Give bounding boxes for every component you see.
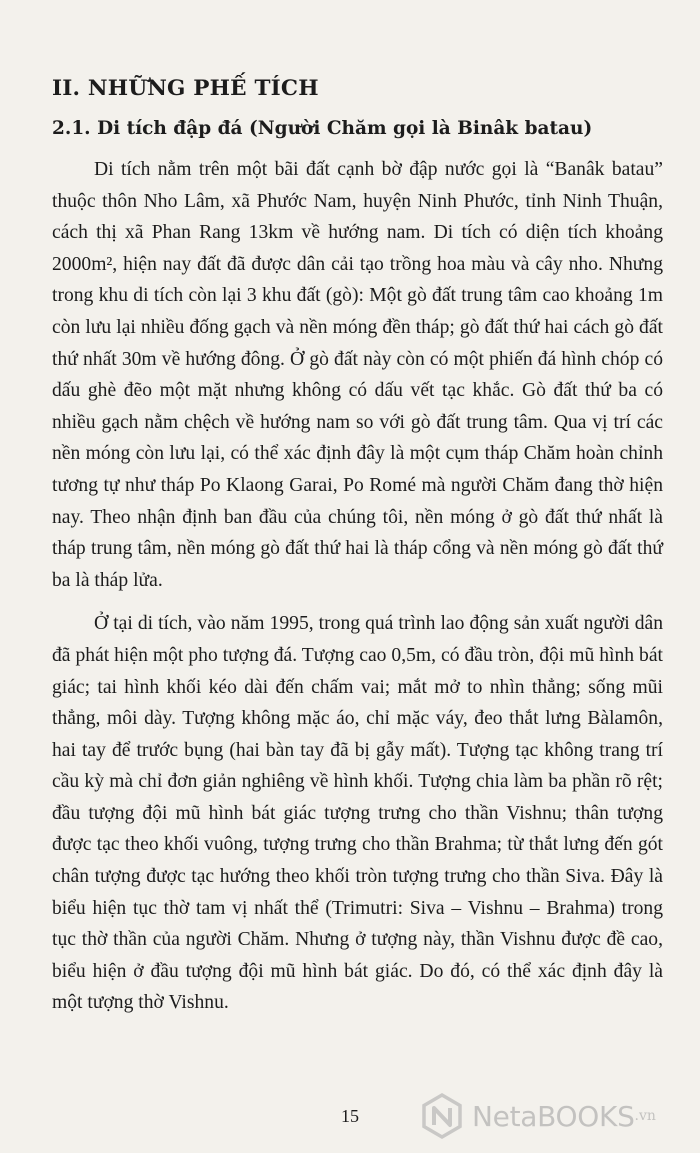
paragraph-1: Di tích nằm trên một bãi đất cạnh bờ đập nước gọi là “Banâk batau” thuộc thôn Nho Lâm, xã Phước Nam, huyện Ninh Phước, tỉnh Ninh Thuận, cách thị xã Phan Rang 13km về hướng nam. Di tích có diện tích khoảng 2000m², hiện nay đất đã được dân cải tạo trồng hoa màu và cây nho. Nhưng trong khu di tích còn lại 3 khu đất (gò): Một gò đất trung tâm cao khoảng 1m còn lưu lại nhiều đống gạch và nền móng đền tháp; gò đất thứ hai cách gò đất thứ nhất 30m về hướng đông. Ở gò đất này còn có một phiến đá hình chóp có dấu ghè đẽo một mặt nhưng không có dấu vết tạc khắc. Gò đất thứ ba có nhiều gạch nằm chệch về hướng nam so với gò đất trung tâm. Qua vị trí các nền móng còn lưu lại, có thể xác định đây là một cụm tháp Chăm hoàn chỉnh tương tự như tháp Po Klaong Garai, Po Romé mà người Chăm đang thờ hiện nay. Theo nhận định ban đầu của chúng tôi, nền móng ở gò đất thứ nhất là tháp trung tâm, nền móng gò đất thứ hai là tháp cổng và nền móng gò đất thứ ba là tháp lửa. [52,159,663,591]
netabooks-logo-icon [418,1092,466,1140]
watermark-suffix: .vn [634,1108,656,1124]
subsection-title: 2.1. Di tích đập đá (Người Chăm gọi là Binâk batau) [52,118,593,139]
watermark-brand: NetaBOOKS [472,1099,635,1133]
body-text [52,154,663,1019]
page-number: 15 [341,1106,359,1126]
watermark [418,1088,688,1144]
section-title: II. NHỮNG PHẾ TÍCH [52,76,319,101]
paragraph-2: Ở tại di tích, vào năm 1995, trong quá trình lao động sản xuất người dân đã phát hiện một pho tượng đá. Tượng cao 0,5m, có đầu tròn, đội mũ hình bát giác; tai hình khối kéo dài đến chấm vai; mắt mở to nhìn thẳng; sống mũi thẳng, môi dày. Tượng không mặc áo, chỉ mặc váy, đeo thắt lưng Bàlamôn, hai tay để trước bụng (hai bàn tay đã bị gẫy mất). Tượng tạc không trang trí cầu kỳ mà chỉ đơn giản nghiêng về hình khối. Tượng chia làm ba phần rõ rệt; đầu tượng đội mũ hình bát giác tượng trưng cho thần Vishnu; thân tượng được tạc theo khối vuông, tượng trưng cho thần Brahma; từ thắt lưng đến gót chân tượng được tạc hướng theo khối tròn tượng trưng cho thần Siva. Đây là biểu hiện tục thờ tam vị nhất thể (Trimutri: Siva – Vishnu – Brahma) trong tục thờ thần của người Chăm. Nhưng ở tượng này, thần Vishnu được đề cao, biểu hiện ở đầu tượng đội mũ hình bát giác. Do đó, có thể xác định đây là một tượng thờ Vishnu. [52,613,663,1014]
